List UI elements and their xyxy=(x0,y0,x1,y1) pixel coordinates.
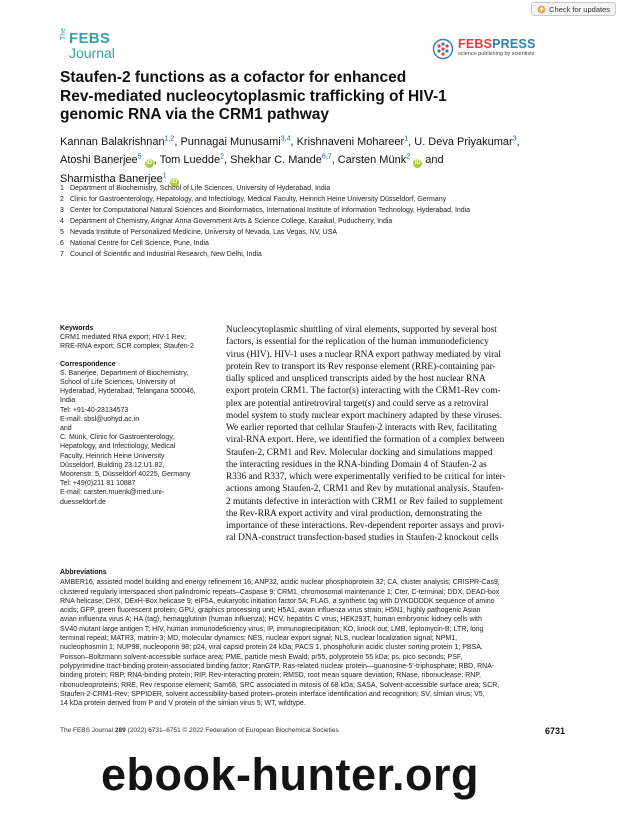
author-separator: , xyxy=(331,154,338,167)
author-name: Punnagai Munusami xyxy=(180,135,281,148)
affiliation-number: 4 xyxy=(60,218,64,225)
author-affiliation-marker[interactable]: 1 xyxy=(162,172,167,180)
keywords-block xyxy=(60,324,210,352)
affiliation-text: National Centre for Cell Science, Pune, India xyxy=(70,240,209,247)
author xyxy=(60,136,180,148)
abstract-line: factors, is essential for the replication of the human immunodeficiency xyxy=(226,337,489,348)
correspondence-heading: Correspondence xyxy=(60,360,116,368)
author-affiliation-marker[interactable]: 3 xyxy=(512,135,517,142)
affiliation-number: 5 xyxy=(60,229,64,236)
orcid-icon[interactable]: iD xyxy=(171,178,178,185)
correspondence-line: Moorenstr. 5, Düsseldorf 40225, Germany xyxy=(60,471,191,479)
affiliation-number: 1 xyxy=(60,185,64,192)
author-affiliation-marker[interactable]: 6,7 xyxy=(321,153,332,161)
sidebar xyxy=(60,324,210,515)
affiliation-item xyxy=(60,183,570,194)
author-list xyxy=(60,131,570,187)
article-title-line: Staufen-2 functions as a cofactor for enhanced xyxy=(60,69,407,86)
affiliation-text: Nevada Institute of Personalized Medicine, University of Nevada, Las Vegas, NV, USA xyxy=(70,229,338,236)
author xyxy=(297,136,415,148)
affiliation-item xyxy=(60,227,570,238)
abstract-line: Nucleocytoplasmic shuttling of viral elements, supported by several host xyxy=(226,325,497,335)
orcid-icon[interactable]: iD xyxy=(146,160,153,167)
author-separator: , xyxy=(408,135,415,148)
correspondence-line: S. Banerjee, Department of Biochemistry, xyxy=(60,369,189,377)
author-affiliation-marker[interactable]: 5 xyxy=(137,153,142,161)
footer-pages: (2022) 6731–6751 © 2022 Federation of European Biochemical Societies xyxy=(127,727,339,734)
author xyxy=(230,154,338,166)
abstract-line: protein Rev to transport its Rev response element (RRE)-containing par- xyxy=(226,361,496,372)
author-separator: , xyxy=(174,135,181,148)
author-affiliation-marker[interactable]: 1 xyxy=(404,135,409,142)
correspondence-line: India xyxy=(60,397,76,405)
abstract-line: tially spliced and unspliced transcripts aided by the host nuclear RNA xyxy=(226,374,486,384)
author xyxy=(414,136,519,148)
affiliation-text: Center for Computational Natural Sciences and Bioinformatics, International Institute of Information Technology, Hyderabad, India xyxy=(70,207,471,214)
abstract xyxy=(226,324,561,545)
update-icon xyxy=(537,5,546,14)
febs-press-emblem-icon xyxy=(432,38,454,60)
author-name: Tom Luedde xyxy=(159,154,221,167)
journal-logo-journal: Journal xyxy=(69,45,115,61)
correspondence-line: and xyxy=(60,425,72,433)
affiliation-number: 6 xyxy=(60,240,64,247)
correspondence-line: Tel: +91-40-23134573 xyxy=(60,406,129,414)
abstract-line: 2 mutants defective in interaction with CRM1 or Rev failed to supplement xyxy=(226,496,503,507)
abstract-line: Staufen-2, CRM1 and Rev. Molecular docking and simulations mapped xyxy=(226,447,493,458)
abbreviations-heading: Abbreviations xyxy=(60,569,107,576)
affiliation-text: Council of Scientific and Industrial Research, New Delhi, India xyxy=(70,251,262,258)
affiliation-item xyxy=(60,194,570,205)
article-title-line: Rev-mediated nucleocytoplasmic trafficking of HIV-1 xyxy=(60,87,447,105)
check-for-updates-label: Check for updates xyxy=(549,4,610,14)
keywords-heading: Keywords xyxy=(60,325,94,332)
affiliation-number: 2 xyxy=(60,196,64,203)
abstract-line: ral DNA-construct transfection-based studies in Staufen-2 knockout cells xyxy=(226,533,499,544)
correspondence-line: E-mail: sbsl@uohyd.ac.in xyxy=(60,415,140,423)
author xyxy=(160,154,231,166)
abbreviations-line: acids; GFP, green fluorescent protein; GPU, graphics processing unit; H5A1, avian influenza virus strain; H5N1, highly pathogenic Asian xyxy=(60,607,481,615)
abbreviations-line: SV40 mutant large antigen T; HIV, human immunodeficiency virus; IP, immunoprecipitation; KO, knock out; LMB, leptomycin-B; LTR, long xyxy=(60,625,484,633)
abstract-line: actions among Staufen-2, CRM1 and Rev by mutational analysis. Staufen- xyxy=(226,484,504,495)
journal-logo xyxy=(60,26,126,64)
abstract-line: the Rev-RRA export activity and viral production, demonstrating the xyxy=(226,508,482,519)
press-tagline: science publishing by scientists xyxy=(458,51,535,57)
correspondence-line: C. Münk, Clinic for Gastroenterology, xyxy=(60,434,175,442)
affiliation-number: 7 xyxy=(60,251,64,258)
abbreviations-line: ribonucleoproteins; RRE, Rev response element; Sam68, SRC associated in mitosis of 68 kDa; SASA, Solvent-accessible surface area; SCR, xyxy=(60,681,500,689)
abstract-line: R336 and R337, which were experimentally verified to be critical for inter- xyxy=(226,472,506,482)
author xyxy=(60,154,160,166)
correspondence-line: Tel: +49(0)211 81 10887 xyxy=(60,480,136,488)
abstract-line: model system to study nuclear export machinery adapted by these viruses. xyxy=(226,410,502,421)
abbreviations-line: terminal repeat; MATR3, matrin-3; MD, molecular dynamics; NES, nuclear export signal; NLS, nuclear localization signal; NPM1, xyxy=(60,635,458,643)
journal-logo-the: The xyxy=(60,27,67,40)
author-separator: , xyxy=(153,154,160,167)
author-name: Sharmistha Banerjee xyxy=(60,172,163,185)
watermark-text: ebook-hunter.org xyxy=(101,749,479,800)
author-name: Shekhar C. Mande xyxy=(230,154,322,167)
author-name: Carsten Münk xyxy=(337,154,407,167)
febs-press-logo xyxy=(432,38,536,60)
abstract-line: virus (HIV). HIV-1 uses a nuclear RNA export pathway mediated by viral xyxy=(226,349,501,360)
affiliation-text: Department of Biochemistry, School of Life Sciences, University of Hyderabad, India xyxy=(70,185,331,192)
article-title xyxy=(60,69,540,125)
abstract-line: export protein CRM1. The factor(s) interacting with the CRM1-Rev com- xyxy=(226,386,501,397)
page-number: 6731 xyxy=(544,726,565,736)
author-affiliation-marker[interactable]: 2 xyxy=(220,153,225,161)
abbreviations-line: polypyrimidine tract-binding protein-associated binding factor; RanGTP, Ras-related nuclear protein—guanosine-5′-triphosphate; RBD, RNA- xyxy=(60,662,495,670)
affiliation-text: Department of Chemistry, Arignar Anna Government Arts & Science College, Karaikal, Puducherry, India xyxy=(70,218,393,225)
affiliation-item xyxy=(60,216,570,227)
abstract-line: importance of these interactions. Rev-dependent reporter assays and provi- xyxy=(226,521,505,531)
author xyxy=(180,136,296,148)
abbreviations-line: Poisson–Boltzmann solvent-accessible surface area; PME, particle mesh Ewald; pr55, polyprotein 55 kDa; ps, pico seconds; PSF, xyxy=(60,653,463,661)
press-name-press: PRESS xyxy=(492,37,536,51)
author-separator: , xyxy=(224,154,231,167)
correspondence-line: Faculty, Heinrich Heine University xyxy=(60,452,165,460)
abbreviations-line: binding protein; RBP, RNA-binding protein; RIP, Rev-interacting protein; RMSD, root mean square deviation; RNase, ribonuclease; RNP, xyxy=(60,672,481,680)
abstract-line: the interacting residues in the RNA-binding Domain 4 of Staufen-2 as xyxy=(226,459,487,470)
author-name: Atoshi Banerjee xyxy=(60,154,138,167)
abbreviations-line: Staufen-2-CRM1-Rev; SPPIDER, solvent accessibility-based protein–protein interface identification and recognition; SV, simian virus; V5, xyxy=(60,690,485,698)
correspondence-line: Düsseldorf, Building 23.12.U1.82, xyxy=(60,461,165,469)
affiliation-number: 3 xyxy=(60,207,64,214)
abstract-line: viral-RNA export. Here, we identified the formation of a complex between xyxy=(226,435,505,446)
author-separator: , xyxy=(290,135,297,148)
abbreviations xyxy=(60,568,565,708)
abbreviations-line: 14 kDa protein derived from P and V protein of the simian virus 5; WT, wildtype. xyxy=(60,700,306,708)
abbreviations-line: nucleophosmin 1; NUP98, nucleoporin 98; p24, viral capsid protein 24 kDa; PACS 1, phosphofurin acidic cluster sorting protein 1; PBSA, xyxy=(60,644,483,652)
author-name: U. Deva Priyakumar xyxy=(414,135,513,148)
orcid-icon[interactable]: iD xyxy=(414,160,421,167)
footer-journal: The FEBS Journal xyxy=(60,727,114,734)
author xyxy=(338,154,444,166)
abbreviations-line: RNA helicase; DHX, DExH-Box helicase 9; eIF5A, eukaryotic initiation factor 5A; FLAG, a synthetic tag with DYKDDDDK sequence of amino xyxy=(60,597,495,605)
affiliation-item xyxy=(60,205,570,216)
correspondence-line: duesseldorf.de xyxy=(60,498,106,506)
abbreviations-line: avian influenza virus A; HA (tag), hemagglutinin (human influenza); HCV, hepatitis C virus; HEK293T, human embryonic kidney cells with xyxy=(60,616,482,624)
abbreviations-line: clustered regularly interspaced short palindromic repeats–Caspase 9; CRM1, chromosomal maintenance 1; Cter, C-terminal; DDX, DEAD-box xyxy=(60,588,500,596)
author-separator: and xyxy=(422,154,444,167)
correspondence-line: Hepatology, and Infectiology, Medical xyxy=(60,443,176,451)
author-separator: , xyxy=(516,135,520,148)
keywords-line: CRM1 mediated RNA export; HIV-1 Rev; xyxy=(60,334,187,342)
author-affiliation-marker[interactable]: 1,2 xyxy=(164,135,175,142)
affiliation-text: Clinic for Gastroenterology, Hepatology, and Infectiology, Medical Faculty, Heinrich Heine University Düsseldorf, Germany xyxy=(70,196,447,203)
correspondence-block xyxy=(60,360,210,507)
correspondence-line: Hyderabad, Hyderabad, Telangana 500046, xyxy=(60,388,196,396)
affiliation-item xyxy=(60,238,570,249)
keywords-line: RRE-RNA export; SCR complex; Staufen-2 xyxy=(60,343,194,351)
abstract-line: plex are potential antiretroviral target(s) and could serve as a retroviral xyxy=(226,398,489,409)
page-footer xyxy=(60,727,565,734)
author-affiliation-marker[interactable]: 2 xyxy=(406,153,411,161)
author-affiliation-marker[interactable]: 3,4 xyxy=(280,135,291,142)
author-name: Kannan Balakrishnan xyxy=(60,135,165,148)
article-title-line: genomic RNA via the CRM1 pathway xyxy=(60,106,330,123)
author-name: Krishnaveni Mohareer xyxy=(296,135,405,148)
journal-logo-febs: FEBS xyxy=(69,30,111,47)
press-name-febs: FEBS xyxy=(458,37,493,51)
correspondence-line: School of Life Sciences, University of xyxy=(60,379,176,387)
abbreviations-line: AMBER16, assisted model building and energy refinement 16; ANP32, acidic nuclear phosphoprotein 32; CA, cluster analysis; CRISPR-Cas9, xyxy=(60,579,500,587)
affiliation-item xyxy=(60,249,570,260)
abstract-line: We earlier reported that cellular Staufen-2 interacts with Rev, facilitating xyxy=(226,423,497,433)
correspondence-line: E-mail: carsten.muenk@med.uni- xyxy=(60,489,164,497)
check-for-updates-button[interactable] xyxy=(531,2,616,16)
affiliation-list xyxy=(60,183,570,260)
footer-volume: 289 xyxy=(114,727,126,734)
